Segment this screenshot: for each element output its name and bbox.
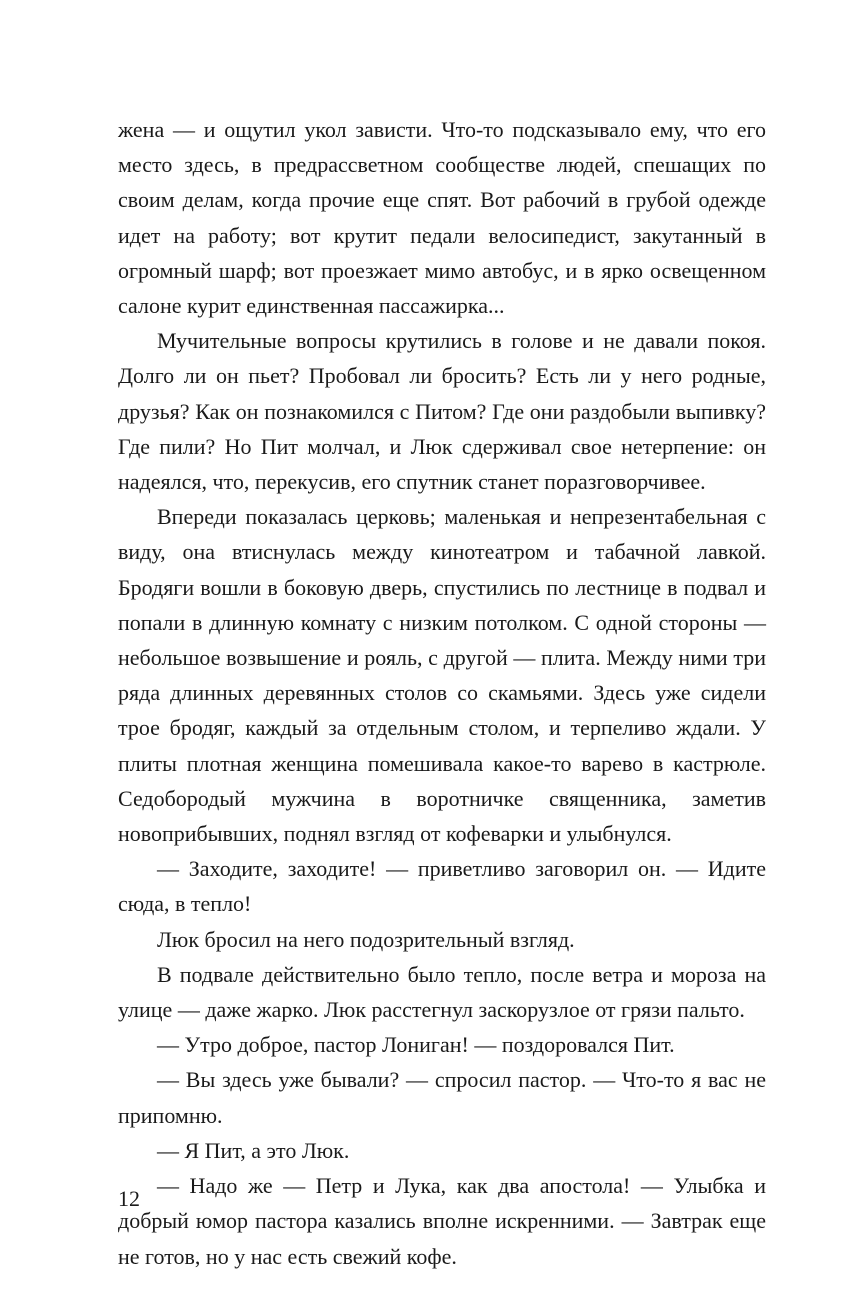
paragraph-2: Мучительные вопросы крутились в голове и не давали покоя. Долго ли он пьет? Пробовал ли бросить? Есть ли у него родные, друзья? Как он познакомился с Питом? Где они раздобыли выпивку? Где пили? Но Пит молчал, и Люк сдерживал свое нетерпение: он надеялся, что, перекусив, его спутник станет поразговорчивее.	[118, 328, 766, 495]
paragraph-9: — Я Пит, а это Люк.	[157, 1137, 350, 1163]
body-text	[118, 112, 766, 1274]
paragraph-4: — Заходите, заходите! — приветливо заговорил он. — Идите сюда, в тепло!	[118, 856, 766, 917]
paragraph-8: — Вы здесь уже бывали? — спросил пастор. — Что-то я вас не припомню.	[118, 1067, 766, 1128]
paragraph-6: В подвале действительно было тепло, после ветра и мороза на улице — даже жарко. Люк расстегнул заскорузлое от грязи пальто.	[118, 961, 766, 1023]
paragraph-10: — Надо же — Петр и Лука, как два апостола! — Улыбка и добрый юмор пастора казались вполне искренними. — Завтрак еще не готов, но у нас есть свежий кофе.	[118, 1173, 766, 1269]
paragraph-5: Люк бросил на него подозрительный взгляд.	[157, 926, 575, 952]
page-number: 12	[118, 1186, 140, 1211]
paragraph-3: Впереди показалась церковь; маленькая и непрезентабельная с виду, она втиснулась между кинотеатром и табачной лавкой. Бродяги вошли в боковую дверь, спустились по лестнице в подвал и попали в длинную комнату с низким потолком. С одной стороны — небольшое возвышение и рояль, с другой — плита. Между ними три ряда длинных деревянных столов со скамьями. Здесь уже сидели трое бродяг, каждый за отдельным столом, и терпеливо ждали. У плиты плотная женщина помешивала какое-то варево в кастрюле. Седобородый мужчина в воротничке священника, заметив новоприбывших, поднял взгляд от кофеварки и улыбнулся.	[118, 504, 766, 847]
paragraph-7: — Утро доброе, пастор Лониган! — поздоровался Пит.	[157, 1032, 675, 1058]
paragraph-1: жена — и ощутил укол зависти. Что-то подсказывало ему, что его место здесь, в предрассветном сообществе людей, спешащих по своим делам, когда прочие еще спят. Вот рабочий в грубой одежде идет на работу; вот крутит педали велосипедист, закутанный в огромный шарф; вот проезжает мимо автобус, и в ярко освещенном салоне курит единственная пассажирка...	[118, 117, 766, 319]
